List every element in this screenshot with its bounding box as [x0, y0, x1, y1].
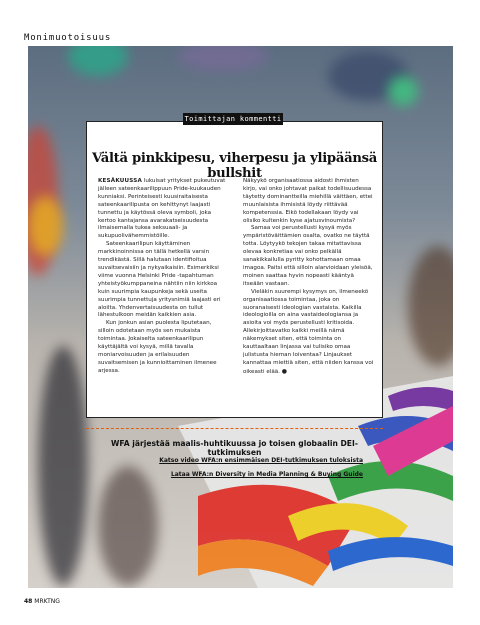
- paragraph: Vieläkin suurempi kysymys on, ilmeneekö organisaatiossa toimintaa, joka on suoranaisesti ideologian vastaista. Kaikilla ideologioilla on aina vastaideologiansa ja asioita voi myös perustellusti kritisoida. Allekirjoittavatko kaikki meillä nämä näkemykset siten, että toiminta on kauttaaltaan linjassa vai tulisiko omaa julistusta hieman loiventaa? Linjaukset kannattaa miettiä siten, että niiden kanssa voi oikeasti elää. ●: [243, 288, 374, 375]
- guide-download-link[interactable]: Lataa WFA:n Diversity in Media Planning & Buying Guide: [170, 471, 363, 478]
- paragraph: Sateenkaarilipun käyttäminen markkinoinnissa on tällä hetkellä varsin trendikästä. Sillä halutaan identifioitua suvaitsevaisiin ja nykyaikaisiin. Esimerkiksi viime vuonna Helsinki Pride -tapahtuman yhteistyökumppaneina nähtiin niin kirkkoa kuin suurimpia kaupunkeja sekä useita suurimpia tunnettuja yritysnimiä laajasti eri aloilta. Yhdenvertaisuudesta on tullut lähestulkoon meidän kaikkien asia.: [98, 241, 221, 319]
- paragraph: Näkyykö organisaatiossa aidosti ihmisten kirjo, vai onko johtavat paikat todellisuudessa täytetty dominantteilla miehillä väittäen, ettei muunlaisista ihmisistä löydy riittävää kompetenssia. Eikö todellakaan löydy vai olisiko kultenkin kyse ajatusvinoumista?: [243, 178, 373, 224]
- promo-title: WFA järjestää maalis-huhtikuussa jo toisen globaalin DEI-tutkimuksen: [111, 439, 358, 457]
- paragraph: Samaa voi perustellusti kysyä myös ympäristöväittämien osalta, ovatko ne täyttä totta. Löytyykö tekojen takaa mitattavissa olevaa konkretiaa vai onko pelkällä sanakikkailulla pyritty kohottamaan omaa imagoa. Paitsi että silloin alarvioidaan yleisöä, moinen saattaa hyvin nopeasti kääntyä itseään vastaan.: [243, 225, 373, 287]
- promo-divider: [86, 428, 383, 429]
- column-tag: Toimittajan kommentti: [184, 115, 282, 123]
- page-footer: [24, 598, 60, 605]
- paragraph: KESÄKUUSSA lukuisat yritykset pukeutuvat jälleen sateenkaarilippuun Pride-kuukauden kunniaksi. Perinteisesti kuusiraitaisesta sateenkaarilipusta on kehittynyt laajasti tunnettu ja käytössä oleva symboli, joka kertoo kantajansa avarakatseisuudesta ilmaisemalla tukea seksuaali- ja sukupuolivähemmistöille.: [98, 178, 226, 240]
- section-label: Monimuotoisuus: [24, 33, 112, 43]
- article-column-right: [243, 178, 374, 377]
- magazine-name: MRKTNG: [34, 598, 60, 605]
- video-link[interactable]: Katso video WFA:n ensimmäisen DEI-tutkimuksen tuloksista: [159, 457, 363, 464]
- page-number: 48: [24, 598, 33, 605]
- paragraph: Kun jonkun asian puolesta liputetaan, silloin odotetaan myös sen mukaista toimintaa. Jokaiselta sateenkaarilipun käyttäjältä voi kysyä, millä tavalla moniarvoisuuden ja erilaisuuden suvaitsemisen ja kunnioittaminen ilmenee arjessa.: [98, 320, 217, 374]
- article-headline: Vältä pinkkipesu, viherpesu ja ylipäänsä bullshit: [92, 151, 377, 181]
- end-mark: ●: [281, 367, 287, 375]
- article-body: [98, 178, 374, 377]
- article-column-left: [98, 178, 229, 377]
- lead-word: KESÄKUUSSA: [98, 178, 142, 184]
